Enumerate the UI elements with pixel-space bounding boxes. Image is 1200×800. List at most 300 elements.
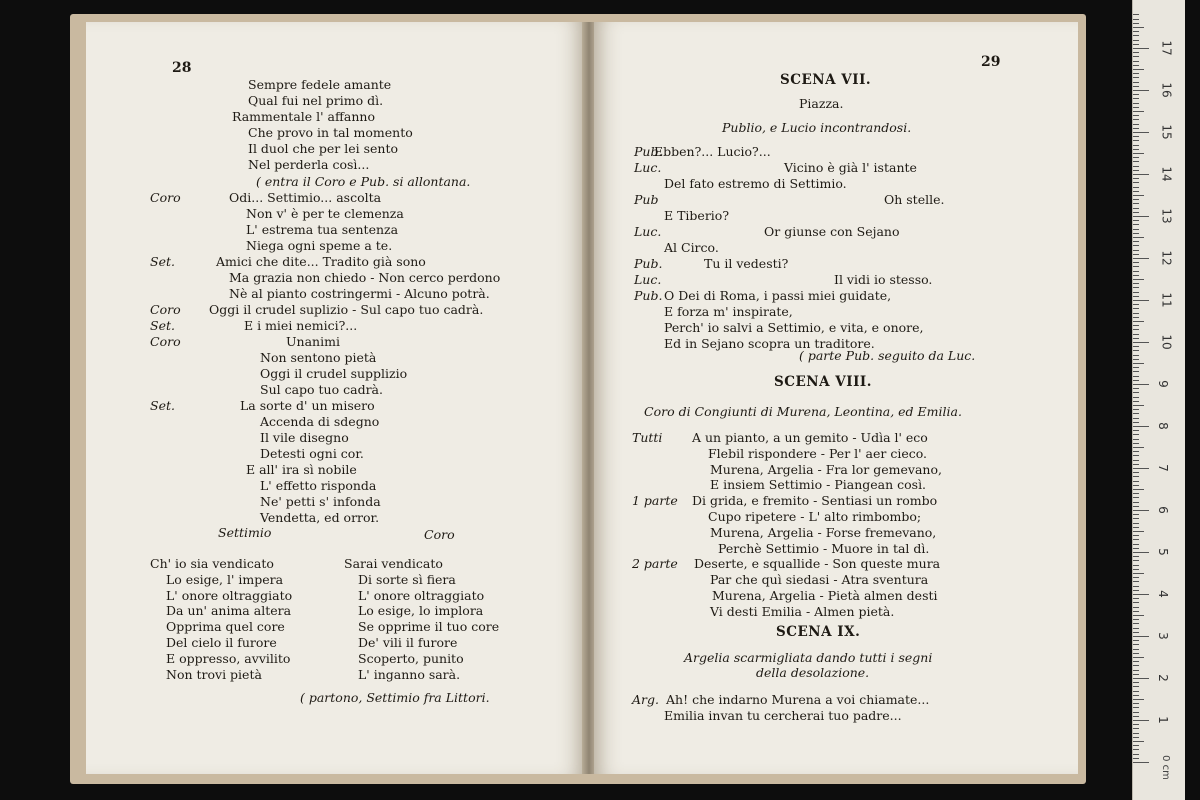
ruler-tick [1133,439,1139,440]
ruler-tick [1133,250,1139,251]
ruler-tick [1133,350,1139,351]
ruler-tick [1133,397,1139,398]
ruler-tick [1133,665,1139,666]
ruler-tick [1133,544,1139,545]
ruler-tick [1133,115,1139,116]
ruler-tick [1133,712,1139,713]
speaker-label: Pub [634,192,659,207]
ruler-tick [1133,481,1139,482]
ruler-tick [1133,674,1139,675]
chorus-line: Flebil rispondere - Per l' aer cieco. [708,445,928,461]
ruler-tick [1133,27,1144,28]
ruler-tick [1133,510,1149,511]
ruler-unit-label: 0 cm [1159,755,1171,780]
ruler-tick [1133,355,1139,356]
ruler-tick [1133,61,1139,62]
ruler-number: 2 [1155,674,1170,682]
ruler-tick [1133,749,1139,750]
ruler-number: 9 [1155,380,1170,388]
ruler-tick [1133,623,1139,624]
dialogue-line: Ebben?... Lucio?... [654,144,771,159]
ruler-tick [1133,371,1139,372]
ruler-tick [1133,644,1139,645]
verse-line-settimio: Ch' io sia vendicato [150,556,274,571]
dialogue-line: Del fato estremo di Settimio. [664,176,847,191]
ruler-tick [1133,468,1149,469]
chorus-line: Vi desti Emilia - Almen pietà. [710,603,895,619]
ruler-tick [1133,145,1139,146]
ruler-tick [1133,607,1139,608]
verse-line: Non v' è per te clemenza [246,206,404,221]
ruler-tick [1133,216,1149,217]
chorus-line: A un pianto, a un gemito - Udìa l' eco [692,430,928,445]
ruler-tick [1133,136,1139,137]
speaker-label: Set. [150,318,175,333]
verse-line: L' effetto risponda [260,478,377,493]
ruler-tick [1133,758,1139,759]
ruler-tick [1133,296,1139,297]
ruler-tick [1133,409,1139,410]
ruler-tick [1133,44,1139,45]
ruler-tick [1133,560,1139,561]
ruler-tick [1133,178,1139,179]
ruler-tick [1133,342,1149,343]
ruler-tick [1133,346,1139,347]
dialogue-line: Perch' io salvi a Settimio, e vita, e onore, [664,320,924,335]
ruler-number: 10 [1159,334,1174,350]
ruler-tick [1133,241,1139,242]
chorus-line: Deserte, e squallide - Son queste mura [694,556,941,572]
ruler-tick [1133,581,1139,582]
ruler-tick [1133,661,1139,662]
ruler-tick [1133,237,1144,238]
ruler-tick [1133,224,1139,225]
ruler-tick [1133,497,1139,498]
verse-line-coro: L' onore oltraggiato [358,587,485,603]
ruler-number: 7 [1155,464,1170,472]
ruler-tick [1133,447,1144,448]
ruler-tick [1133,203,1139,204]
ruler-tick [1133,464,1139,465]
ruler-tick [1133,741,1144,742]
ruler-tick [1133,271,1139,272]
ruler-tick [1133,686,1139,687]
ruler-tick [1133,611,1139,612]
dialogue-line: Il vidi io stesso. [834,272,933,287]
ruler-tick [1133,552,1149,553]
ruler-tick [1133,119,1139,120]
ruler-tick [1133,111,1144,112]
ruler-tick [1133,212,1139,213]
chorus-line: Cupo ripetere - L' alto rimbombo; [708,509,922,524]
ruler-tick [1133,569,1139,570]
verse-line: Detesti ogni cor. [260,446,364,461]
ruler-tick [1133,514,1139,515]
ruler-tick [1133,35,1139,36]
verse-line: La sorte d' un misero [240,398,375,413]
speaker-label: Tutti [632,430,663,445]
ruler-tick [1133,754,1139,755]
ruler-tick [1133,266,1139,267]
ruler-tick [1133,182,1139,183]
ruler-number: 15 [1159,124,1174,140]
verse-line: E i miei nemici?... [244,318,358,333]
verse-line-coro: Sarai vendicato [344,556,443,571]
ruler-tick [1133,418,1139,419]
ruler-tick [1133,166,1139,167]
ruler-tick [1133,413,1139,414]
ruler-tick [1133,107,1139,108]
ruler-tick [1133,493,1139,494]
ruler-tick [1133,94,1139,95]
verse-line: Rammentale l' affanno [232,109,375,124]
ruler-tick [1133,380,1139,381]
ruler-tick [1133,527,1139,528]
ruler-tick [1133,720,1149,721]
ruler-tick [1133,392,1139,393]
ruler-tick [1133,430,1139,431]
speaker-label: Pub. [634,144,663,159]
verse-line-settimio: E oppresso, avvilito [166,650,291,666]
ruler-tick [1133,124,1139,125]
ruler-tick [1133,40,1139,41]
ruler-tick [1133,502,1139,503]
ruler-number: 6 [1155,506,1170,514]
ruler-tick [1133,670,1139,671]
ruler-tick [1133,716,1139,717]
ruler-tick [1133,649,1139,650]
ruler-tick [1133,308,1139,309]
verse-line-settimio: L' onore oltraggiato [166,587,293,603]
verse-line-coro: Lo esige, lo implora [358,603,484,619]
ruler-tick [1133,745,1139,746]
ruler-tick [1133,279,1144,280]
ruler-tick [1133,762,1149,763]
ruler-tick [1133,728,1139,729]
verse-line: Odi... Settimio... ascolta [229,190,382,205]
ruler-tick [1133,460,1139,461]
verse-line-coro: Scoperto, punito [358,650,464,666]
verse-line: Sempre fedele amante [248,77,392,92]
verse-line: Nè al pianto costringermi - Alcuno potrà. [229,286,490,301]
verse-line: Che provo in tal momento [248,125,413,140]
ruler-tick [1133,489,1144,490]
ruler-tick [1133,640,1139,641]
ruler-tick [1133,73,1139,74]
ruler-tick [1133,229,1139,230]
scene-vii-description: Publio, e Lucio incontrandosi. [722,120,912,135]
ruler-tick [1133,174,1149,175]
speaker-label: Coro [150,334,181,349]
scene-viii-description: Coro di Congiunti di Murena, Leontina, ed Emilia. [644,404,962,419]
ruler-tick [1133,485,1139,486]
verse-line: Oggi il crudel suplizio - Sul capo tuo cadrà. [209,302,484,317]
ruler-tick [1133,90,1149,91]
ruler-tick [1133,86,1139,87]
ruler-number: 16 [1159,82,1174,98]
ruler-tick [1133,140,1139,141]
verse-line: E all' ira sì nobile [246,462,357,477]
ruler-tick [1133,82,1139,83]
verse-line: Sul capo tuo cadrà. [260,382,383,397]
verse-line: Amici che dite... Tradito già sono [216,254,426,269]
speaker-label: Coro [150,302,181,317]
ruler-tick [1133,103,1139,104]
ruler-tick [1133,98,1139,99]
verse-line-coro: L' inganno sarà. [358,666,461,682]
ruler-tick [1133,220,1139,221]
speaker-label: 2 parte [632,556,678,572]
dialogue-line: Vicino è già l' istante [784,160,917,175]
dialogue-line: O Dei di Roma, i passi miei guidate, [664,288,892,303]
ruler-tick [1133,388,1139,389]
ruler-tick [1133,287,1139,288]
chorus-line: Murena, Argelia - Forse fremevano, [710,524,937,540]
ruler-number: 17 [1159,40,1174,56]
ruler-tick [1133,283,1139,284]
ruler-tick [1133,325,1139,326]
ruler-tick [1133,422,1139,423]
scene-viii-title: SCENA VIII. [774,374,872,390]
ruler-number: 1 [1155,716,1170,724]
ruler-tick [1133,699,1144,700]
dialogue-line: Al Circo. [664,240,719,255]
ruler-tick [1133,476,1139,477]
ruler-number: 8 [1155,422,1170,430]
ruler-tick [1133,69,1144,70]
dialogue-line: Or giunse con Sejano [764,224,900,239]
ruler-tick [1133,262,1139,263]
scene-vii-exit-direction: ( parte Pub. seguito da Luc. [799,348,976,363]
ruler-tick [1133,31,1139,32]
verse-line: Ma grazia non chiedo - Non cerco perdono [229,270,501,285]
ruler-tick [1133,695,1139,696]
speaker-label: Set. [150,398,175,413]
ruler-tick [1133,233,1139,234]
verse-line: Accenda di sdegno [260,414,380,429]
ruler-tick [1133,191,1139,192]
chorus-line: Par che quì siedasi - Atra sventura [710,572,929,588]
ruler-tick [1133,678,1149,679]
page-number-right: 29 [981,54,1001,70]
ruler-tick [1133,161,1139,162]
ruler-number: 11 [1159,292,1174,308]
ruler-tick [1133,199,1139,200]
ruler-tick [1133,653,1139,654]
ruler-tick [1133,128,1139,129]
scene-vii-place: Piazza. [799,96,844,111]
ruler-tick [1133,321,1144,322]
verse-line: Vendetta, ed orror. [260,510,380,525]
ruler-tick [1133,434,1139,435]
ruler-tick [1133,455,1139,456]
verse-line-coro: Se opprime il tuo core [358,619,500,635]
ruler-tick [1133,56,1139,57]
ruler-tick [1133,573,1144,574]
ruler-number: 12 [1159,250,1174,266]
verse-line-settimio: Da un' anima altera [166,603,292,619]
dialogue-line: Emilia invan tu cercherai tuo padre... [664,708,902,723]
ruler-tick [1133,619,1139,620]
speaker-label: Coro [150,190,181,205]
ruler-tick [1133,304,1139,305]
closing-stage-direction: ( partono, Settimio fra Littori. [300,690,490,705]
verse-line: ( entra il Coro e Pub. si allontana. [256,174,471,189]
speaker-label: Luc. [634,224,662,239]
right-page [594,22,1078,774]
verse-line: Oggi il crudel supplizio [260,366,408,381]
verse-line-coro: De' vili il furore [358,635,458,650]
ruler-tick [1133,329,1139,330]
ruler-tick [1133,556,1139,557]
ruler-tick [1133,426,1149,427]
ruler-tick [1133,733,1139,734]
ruler-tick [1133,590,1139,591]
ruler-tick [1133,195,1144,196]
dialogue-line: E forza m' inspirate, [664,304,793,319]
ruler-tick [1133,153,1144,154]
speaker-label: Arg. [632,692,659,707]
ruler-tick [1133,707,1139,708]
ruler-tick [1133,23,1139,24]
speaker-label: Set. [150,254,175,269]
speaker-label: Luc. [634,272,662,287]
ruler-number: 13 [1159,208,1174,224]
ruler-tick [1133,52,1139,53]
ruler-tick [1133,14,1139,15]
ruler-tick [1133,703,1139,704]
ruler-tick [1133,48,1149,49]
verse-line: Unanimi [286,334,340,349]
page-number-left: 28 [172,60,192,76]
ruler-tick [1133,451,1139,452]
chorus-line: Murena, Argelia - Fra lor gemevano, [710,461,942,477]
verse-line: Non sentono pietà [260,350,377,365]
verse-line: Il vile disegno [260,430,349,445]
ruler-number: 5 [1155,548,1170,556]
verse-line: Nel perderla così... [248,157,370,172]
ruler-tick [1133,292,1139,293]
ruler-tick [1133,598,1139,599]
ruler-tick [1133,363,1144,364]
chorus-line: Murena, Argelia - Pietà almen desti [712,588,938,603]
ruler-tick [1133,254,1139,255]
ruler-number: 14 [1159,166,1174,182]
scene-vii-title: SCENA VII. [780,72,872,88]
ruler-tick [1133,170,1139,171]
dialogue-line: Oh stelle. [884,192,945,207]
ruler-tick [1133,506,1139,507]
ruler-tick [1133,77,1139,78]
ruler-number: 3 [1155,632,1170,640]
ruler-tick [1133,691,1139,692]
verse-line-settimio: Del cielo il furore [166,635,277,650]
ruler-tick [1133,132,1149,133]
chorus-line: Di grida, e fremito - Sentiasi un rombo [692,493,938,509]
ruler-tick [1133,443,1139,444]
ruler-number: 4 [1155,590,1170,598]
scene-ix-description-1: Argelia scarmigliata dando tutti i segni [684,650,933,665]
duet-header: Settimio [218,525,272,540]
verse-line: Niega ogni speme a te. [246,238,393,253]
dialogue-line: Ed in Sejano scopra un traditore. [664,336,875,351]
verse-line: Qual fui nel primo dì. [248,93,384,108]
verse-line: L' estrema tua sentenza [246,222,399,237]
ruler-tick [1133,376,1139,377]
ruler-tick [1133,636,1149,637]
dialogue-line: Ah! che indarno Murena a voi chiamate... [666,692,930,707]
ruler-tick [1133,384,1149,385]
ruler-tick [1133,657,1144,658]
ruler-tick [1133,334,1139,335]
ruler-tick [1133,300,1149,301]
ruler-tick [1133,275,1139,276]
ruler-tick [1133,539,1139,540]
ruler-tick [1133,338,1139,339]
chorus-line: Perchè Settimio - Muore in tal dì. [718,540,930,556]
dialogue-line: Tu il vedesti? [704,256,789,271]
speaker-label: 1 parte [632,493,678,509]
ruler-tick [1133,548,1139,549]
ruler-tick [1133,565,1139,566]
ruler-tick [1133,615,1144,616]
ruler-tick [1133,258,1149,259]
scene-ix-title: SCENA IX. [776,624,861,640]
ruler-tick [1133,359,1139,360]
verse-line: Il duol che per lei sento [248,141,399,156]
verse-line-settimio: Non trovi pietà [166,666,262,682]
ruler-tick [1133,523,1139,524]
ruler-tick [1133,187,1139,188]
ruler-tick [1133,65,1139,66]
ruler-tick [1133,367,1139,368]
ruler-tick [1133,313,1139,314]
verse-line: Ne' petti s' infonda [260,494,381,509]
speaker-label: Luc. [634,160,662,175]
ruler-tick [1133,586,1139,587]
ruler-tick [1133,245,1139,246]
speaker-label: Pub. [634,256,663,271]
measurement-ruler [1132,0,1185,800]
ruler-tick [1133,401,1139,402]
ruler-tick [1133,157,1139,158]
ruler-tick [1133,149,1139,150]
left-page [86,22,584,774]
verse-line-coro: Di sorte sì fiera [358,571,456,587]
verse-line-settimio: Opprima quel core [166,619,285,635]
ruler-tick [1133,405,1144,406]
ruler-tick [1133,535,1139,536]
ruler-tick [1133,531,1144,532]
dialogue-line: E Tiberio? [664,208,730,223]
speaker-label: Pub. [634,288,663,303]
ruler-tick [1133,577,1139,578]
ruler-tick [1133,594,1149,595]
ruler-tick [1133,602,1139,603]
ruler-tick [1133,317,1139,318]
duet-header: Coro [424,527,455,542]
verse-line-settimio: Lo esige, l' impera [166,571,284,587]
ruler-tick [1133,472,1139,473]
ruler-tick [1133,628,1139,629]
chorus-line: E insiem Settimio - Piangean così. [710,477,927,493]
ruler-tick [1133,632,1139,633]
ruler-tick [1133,518,1139,519]
ruler-tick [1133,19,1139,20]
scene-ix-description-2: della desolazione. [756,665,870,680]
ruler-tick [1133,208,1139,209]
ruler-tick [1133,724,1139,725]
